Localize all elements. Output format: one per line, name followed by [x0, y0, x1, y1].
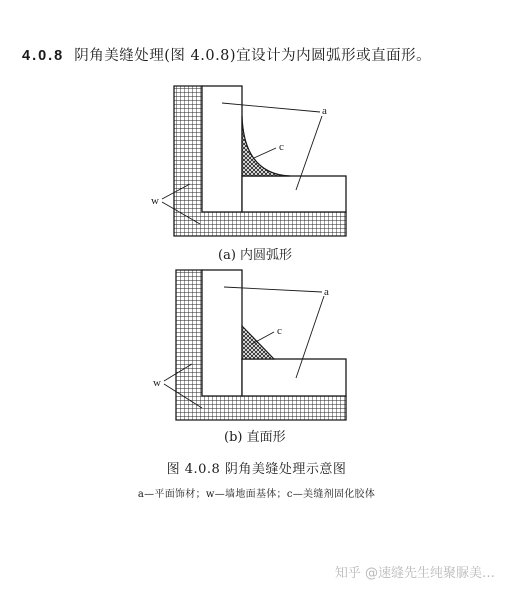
caption-fig-b: (b) 直面形 — [224, 430, 286, 445]
substrate-w-a — [174, 86, 346, 236]
watermark: 知乎 @速缝先生纯聚脲美… — [334, 566, 495, 581]
leader-c — [254, 148, 276, 158]
sealant-chamfer-c — [242, 326, 274, 359]
figure-a-drawing — [162, 86, 346, 236]
vertical-tile-b — [202, 270, 242, 396]
figure-legend: a—平面饰材；w—墙地面基体；c—美缝剂固化胶体 — [137, 489, 376, 500]
vertical-tile-a — [202, 86, 242, 212]
figure-title: 图 4.0.8 阴角美缝处理示意图 — [166, 462, 347, 477]
label-a-fig-b: a — [324, 286, 329, 298]
label-c-fig-b: c — [277, 325, 282, 337]
horizontal-tile-b — [242, 359, 346, 396]
leader-c-b — [252, 332, 274, 344]
label-c-fig-a: c — [279, 141, 284, 153]
horizontal-tile-a — [242, 176, 346, 212]
figure-b-drawing — [164, 270, 346, 420]
clause-number: 4.0.8 — [22, 48, 65, 64]
caption-fig-a: (a) 内圆弧形 — [218, 248, 293, 263]
label-w-fig-b: w — [153, 377, 161, 389]
clause-text: 阴角美缝处理(图 4.0.8)宜设计为内圆弧形或直面形。 — [74, 48, 432, 64]
label-w-fig-a: w — [151, 195, 159, 207]
label-a-fig-a: a — [322, 105, 327, 117]
